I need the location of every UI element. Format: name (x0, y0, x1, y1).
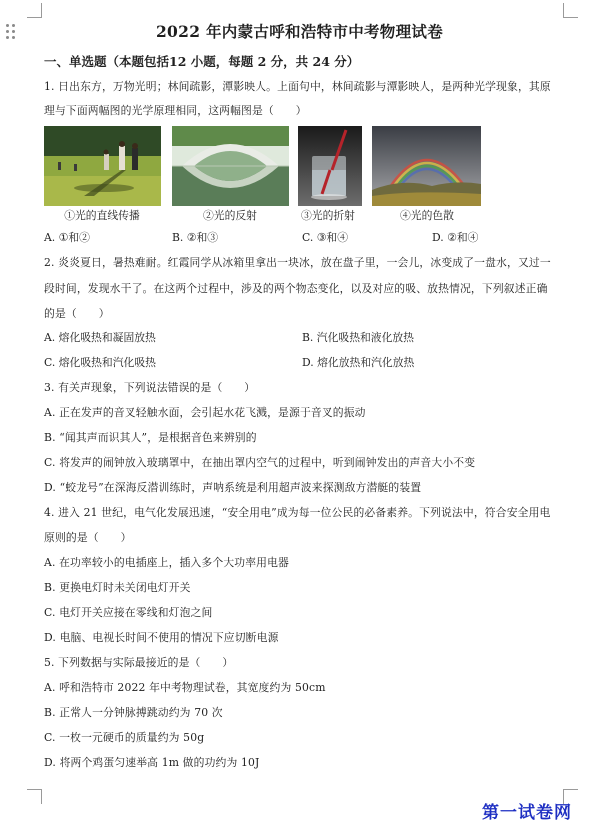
q2-option-b[interactable]: B. 汽化吸热和液化放热 (302, 331, 414, 344)
q2-option-d[interactable]: D. 熔化放热和汽化放热 (302, 356, 415, 369)
crop-mark-bottom-left (27, 789, 42, 804)
q1-option-c[interactable]: C. ③和④ (302, 231, 349, 244)
section-heading: 一、单选题（本题包括12 小题，每题 2 分，共 24 分） (44, 54, 360, 69)
q2-option-c[interactable]: C. 熔化吸热和汽化吸热 (44, 356, 156, 369)
page-title: 2022 年内蒙古呼和浩特市中考物理试卷 (155, 22, 444, 41)
q3-stem: 3. 有关声现象，下列说法错误的是（ ） (44, 381, 256, 394)
photo-bridge-reflection (172, 126, 289, 206)
q1-stem-line-2: 理与下面两幅图的光学原理相同，这两幅图是（ ） (44, 104, 307, 117)
q4-option-d[interactable]: D. 电脑、电视长时间不使用的情况下应切断电源 (44, 631, 279, 644)
photo-caption-4: ④光的色散 (400, 209, 454, 222)
q2-stem-line-1: 2. 炎炎夏日，暑热难耐。红霞同学从冰箱里拿出一块冰，放在盘子里，一会儿，冰变成了一盘水，又过一 (44, 256, 551, 269)
q2-stem-line-2: 段时间，发现水干了。在这两个过程中，涉及的两个物态变化，以及对应的吸、放热情况，下列叙述正确 (44, 282, 548, 295)
q5-option-c[interactable]: C. 一枚一元硬币的质量约为 50g (44, 731, 205, 744)
q5-stem: 5. 下列数据与实际最接近的是（ ） (44, 656, 234, 669)
crop-mark-top-left (27, 3, 42, 18)
q4-stem-line-1: 4. 进入 21 世纪，电气化发展迅速，“安全用电”成为每一位公民的必备素养。下列说法中，符合安全用电 (44, 506, 551, 519)
q3-option-c[interactable]: C. 将发声的闹钟放入玻璃罩中，在抽出罩内空气的过程中，听到闹钟发出的声音大小不变 (44, 456, 476, 469)
site-watermark: 第一试卷网 (482, 803, 572, 823)
q3-option-d[interactable]: D. “蛟龙号”在深海反潜训练时，声呐系统是利用超声波来探测敌方潜艇的装置 (44, 481, 422, 494)
q3-option-a[interactable]: A. 正在发声的音叉轻触水面，会引起水花飞溅，是源于音叉的振动 (44, 406, 366, 419)
q1-option-d[interactable]: D. ②和④ (432, 231, 479, 244)
q3-option-b[interactable]: B. “闻其声而识其人”，是根据音色来辨别的 (44, 431, 257, 444)
q2-option-a[interactable]: A. 熔化吸热和凝固放热 (44, 331, 156, 344)
q5-option-d[interactable]: D. 将两个鸡蛋匀速举高 1m 做的功约为 10J (44, 756, 260, 769)
q2-stem-line-3: 的是（ ） (44, 307, 110, 320)
crop-mark-top-right (563, 3, 578, 18)
photo-caption-3: ③光的折射 (301, 209, 355, 222)
q1-stem-line-1: 1. 日出东方，万物光明；林间疏影，潭影映人。上面句中，林间疏影与潭影映人，是两种光学现象，其原 (44, 80, 551, 93)
photo-caption-1: ①光的直线传播 (64, 209, 140, 222)
q4-option-b[interactable]: B. 更换电灯时未关闭电灯开关 (44, 581, 191, 594)
q4-option-a[interactable]: A. 在功率较小的电插座上，插入多个大功率用电器 (44, 556, 289, 569)
q5-option-a[interactable]: A. 呼和浩特市 2022 年中考物理试卷，其宽度约为 50cm (44, 681, 326, 694)
q1-option-a[interactable]: A. ①和② (44, 231, 90, 244)
q1-option-b[interactable]: B. ②和③ (172, 231, 219, 244)
q4-option-c[interactable]: C. 电灯开关应接在零线和灯泡之间 (44, 606, 213, 619)
photo-rainbow (372, 126, 481, 206)
q5-option-b[interactable]: B. 正常人一分钟脉搏跳动约为 70 次 (44, 706, 223, 719)
photo-shadows-on-grass (44, 126, 161, 206)
q4-stem-line-2: 原则的是（ ） (44, 531, 132, 544)
photo-pencil-in-glass (298, 126, 362, 206)
photo-caption-2: ②光的反射 (203, 209, 257, 222)
